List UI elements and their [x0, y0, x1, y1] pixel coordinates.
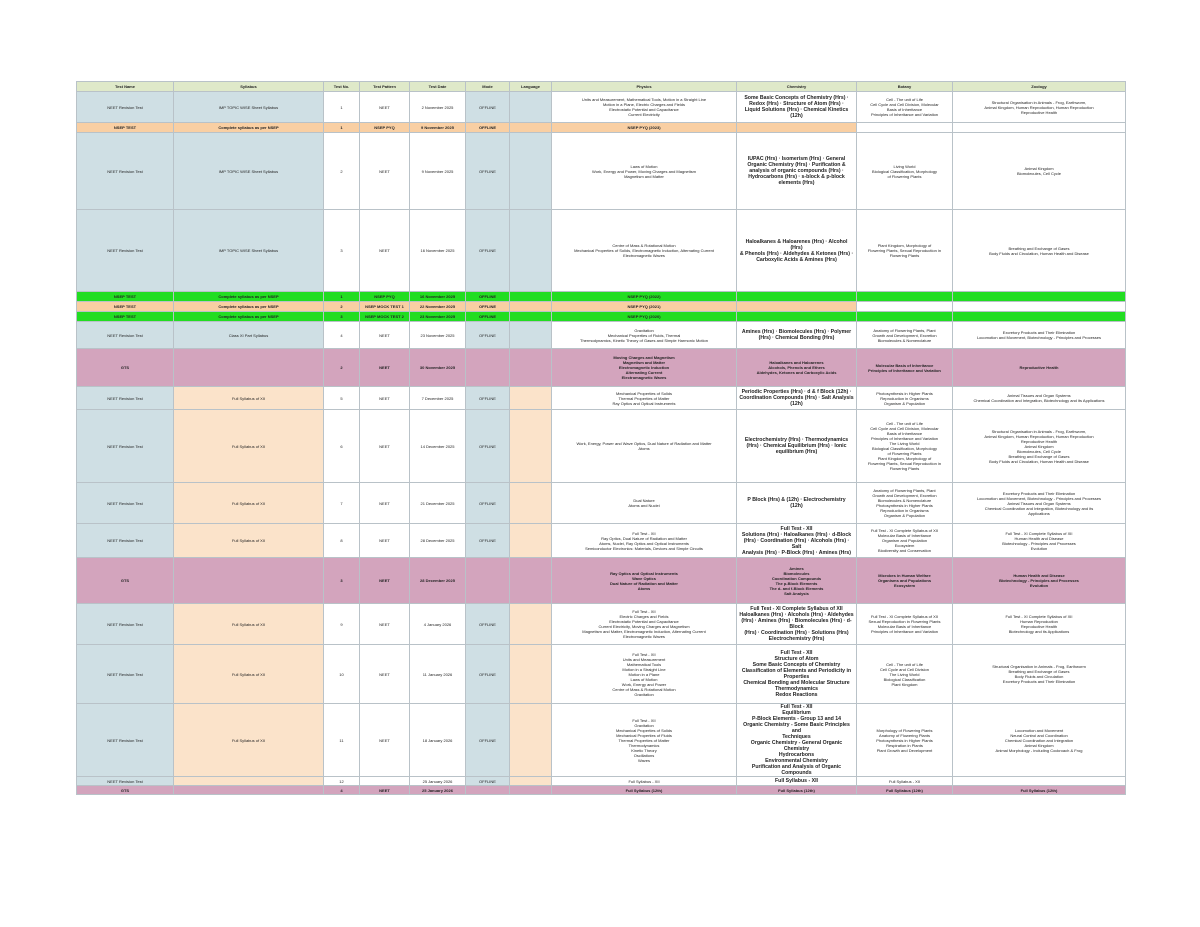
cell-physics[interactable]: Full Syllabus - XII [552, 777, 737, 786]
cell-zoology[interactable] [953, 302, 1126, 312]
cell-test-pattern[interactable]: NEET [360, 349, 410, 387]
cell-syllabus[interactable]: IMP TOPIC WISE Sheet Syllabus [174, 133, 324, 210]
cell-syllabus[interactable]: Complete syllabus as per NSEP [174, 312, 324, 322]
cell-physics[interactable]: Work, Energy, Power and Wave Optics, Dual Nature of Radiation and Matter Atoms [552, 410, 737, 483]
cell-language[interactable] [510, 786, 552, 795]
cell-physics[interactable]: Centre of Mass & Rotational Motion Mechanical Properties of Solids, Electromagnetic Induction, Alternating Current Electromagnetic Waves [552, 210, 737, 292]
cell-syllabus[interactable] [174, 349, 324, 387]
table-row [77, 558, 1126, 604]
cell-language[interactable] [510, 312, 552, 322]
cell-mode[interactable] [466, 349, 510, 387]
cell-test-date[interactable]: 11 January 2026 [410, 645, 466, 704]
cell-zoology[interactable]: Human Health and Disease Biotechnology - Principles and Processes Evolution [953, 558, 1126, 604]
cell-test-no[interactable]: 2 [324, 349, 360, 387]
cell-syllabus[interactable]: Class XI Part Syllabus [174, 322, 324, 349]
cell-test-pattern[interactable]: NEET [360, 786, 410, 795]
cell-syllabus[interactable]: IMP TOPIC WISE Sheet Syllabus [174, 92, 324, 123]
header-test-no[interactable]: Test No. [324, 82, 360, 92]
cell-test-name[interactable]: NEET Revision Test [77, 210, 174, 292]
cell-mode[interactable]: OFFLINE [466, 777, 510, 786]
header-chemistry[interactable]: Chemistry [737, 82, 857, 92]
cell-syllabus[interactable]: Full Syllabus of XII [174, 524, 324, 558]
cell-physics[interactable]: Units and Measurement, Mathematical Tools, Motion in a Straight Line Motion in a Plane, Electric Charges and Fields Electrostatic Potential and Capacitance Current Electricity [552, 92, 737, 123]
cell-zoology[interactable]: Structural Organisation in Animals - Frog, Earthworm Breathing and Exchange of Gases Body Fluids and Circulation Excretory Products and Their Elimination [953, 645, 1126, 704]
header-botany[interactable]: Botany [857, 82, 953, 92]
cell-botany[interactable] [857, 292, 953, 302]
cell-test-pattern[interactable]: NEET [360, 483, 410, 524]
cell-physics[interactable]: Full Test - XII Gravitation Mechanical Properties of Solids Mechanical Properties of Fluids Thermal Properties of Matter Thermodynamics Kinetic Theory Oscillations Waves [552, 704, 737, 777]
cell-test-no[interactable]: 12 [324, 777, 360, 786]
cell-test-name[interactable]: NEET Revision Test [77, 133, 174, 210]
cell-chemistry[interactable]: Electrochemistry (Hrs) · Thermodynamics (Hrs) · Chemical Equilibrium (Hrs) · Ionic equilibrium (Hrs) [737, 410, 857, 483]
cell-syllabus[interactable] [174, 558, 324, 604]
cell-language[interactable] [510, 292, 552, 302]
cell-test-date[interactable]: 16 November 2025 [410, 292, 466, 302]
cell-chemistry[interactable]: Full Test - XI Complete Syllabus of XII Haloalkanes (Hrs) · Alcohols (Hrs) · Aldehydes (Hrs) · Amines (Hrs) · Biomolecules (Hrs) · d-Block (Hrs) · Coordination (Hrs) · Solutions (Hrs) Electrochemistry (Hrs) [737, 604, 857, 645]
cell-zoology[interactable]: Reproductive Health [953, 349, 1126, 387]
cell-mode[interactable]: OFFLINE [466, 410, 510, 483]
cell-syllabus[interactable]: Complete syllabus as per NSEP [174, 123, 324, 133]
table-row [77, 312, 1126, 322]
cell-botany[interactable]: Anatomy of Flowering Plants, Plant Growth and Development, Excretion Biomolecules & Nomenclature Photosynthesis in Higher Plants Reproduction in Organisms Organism & Population [857, 483, 953, 524]
cell-botany[interactable]: Microbes in Human Welfare Organisms and Populations Ecosystem [857, 558, 953, 604]
cell-test-name[interactable]: NEET Revision Test [77, 777, 174, 786]
cell-zoology[interactable]: Animal Tissues and Organ Systems Chemical Coordination and Integration, Biotechnology and its Applications [953, 387, 1126, 410]
header-test-date[interactable]: Test Date [410, 82, 466, 92]
cell-test-pattern[interactable]: NEET [360, 410, 410, 483]
cell-test-name[interactable]: NEET Revision Test [77, 410, 174, 483]
cell-test-no[interactable]: 2 [324, 133, 360, 210]
cell-test-date[interactable]: 14 December 2025 [410, 410, 466, 483]
cell-test-date[interactable]: 9 November 2025 [410, 123, 466, 133]
cell-test-name[interactable]: NSEP TEST [77, 292, 174, 302]
cell-test-name[interactable]: GTS [77, 558, 174, 604]
cell-test-date[interactable]: 28 December 2025 [410, 524, 466, 558]
cell-botany[interactable] [857, 123, 953, 133]
cell-test-pattern[interactable]: NEET [360, 524, 410, 558]
cell-language[interactable] [510, 322, 552, 349]
cell-botany[interactable]: Full Test - XI Complete Syllabus of XII Sexual Reproduction in Flowering Plants Molecular Basis of Inheritance Principles of Inheritance and Variation [857, 604, 953, 645]
cell-zoology[interactable]: Structural Organisation in Animals - Frog, Earthworm, Animal Kingdom, Human Reproduction, Human Reproduction Reproductive Health [953, 92, 1126, 123]
cell-physics[interactable]: NSEP PYQ (2022) [552, 292, 737, 302]
cell-botany[interactable]: Cell - The unit of Life Cell Cycle and Cell Division, Molecular Basis of Inheritance Principles of Inheritance and Variation [857, 92, 953, 123]
table-row [77, 292, 1126, 302]
cell-zoology[interactable]: Full Syllabus (12th) [953, 786, 1126, 795]
cell-mode[interactable] [466, 786, 510, 795]
cell-test-no[interactable]: 5 [324, 387, 360, 410]
cell-test-date[interactable]: 16 November 2025 [410, 210, 466, 292]
cell-botany[interactable] [857, 312, 953, 322]
cell-syllabus[interactable]: Full Syllabus of XII [174, 410, 324, 483]
cell-mode[interactable]: OFFLINE [466, 123, 510, 133]
table-row [77, 387, 1126, 410]
cell-mode[interactable]: OFFLINE [466, 92, 510, 123]
cell-zoology[interactable]: Animal Kingdom Biomolecules, Cell Cycle [953, 133, 1126, 210]
header-zoology[interactable]: Zoology [953, 82, 1126, 92]
cell-zoology[interactable] [953, 312, 1126, 322]
cell-zoology[interactable]: Excretory Products and Their Elimination Locomotion and Movement, Biotechnology - Principles and Processes [953, 322, 1126, 349]
cell-botany[interactable]: Full Test - XI Complete Syllabus of XII Molecular Basis of Inheritance Organism and Population Ecosystem Biodiversity and Conservation [857, 524, 953, 558]
cell-botany[interactable]: Cell - The unit of Life Cell Cycle and Cell Division, Molecular Basis of Inheritance Principles of Inheritance and Variation The Living World Biological Classification, Morphology of Flowering Plants Plant Kingdom, Morphology of Flowering Plants, Sexual Reproduction in Flowering Plants [857, 410, 953, 483]
cell-test-pattern[interactable] [360, 777, 410, 786]
cell-mode[interactable]: OFFLINE [466, 387, 510, 410]
table-row [77, 704, 1126, 777]
cell-language[interactable] [510, 92, 552, 123]
header-syllabus[interactable]: Syllabus [174, 82, 324, 92]
cell-test-no[interactable]: 8 [324, 524, 360, 558]
table-row [77, 604, 1126, 645]
cell-test-no[interactable]: 11 [324, 704, 360, 777]
cell-chemistry[interactable]: Amines Biomolecules Coordination Compounds The p-Block Elements The d- and f-Block Elements Salt Analysis [737, 558, 857, 604]
cell-syllabus[interactable]: Complete syllabus as per NSEP [174, 292, 324, 302]
cell-test-name[interactable]: NEET Revision Test [77, 524, 174, 558]
cell-botany[interactable] [857, 302, 953, 312]
cell-chemistry[interactable] [737, 123, 857, 133]
table-row [77, 302, 1126, 312]
cell-test-name[interactable]: NEET Revision Test [77, 704, 174, 777]
cell-physics[interactable]: NSEP PYQ (2020) [552, 312, 737, 322]
cell-chemistry[interactable]: Periodic Properties (Hrs) · d & f Block (12h) · Coordination Compounds (Hrs) · Salt Analysis (12h) [737, 387, 857, 410]
cell-zoology[interactable]: Full Test - XI Complete Syllabus of XII Human Reproduction Reproductive Health Biotechnology and its Applications [953, 604, 1126, 645]
header-language[interactable]: Language [510, 82, 552, 92]
cell-physics[interactable]: Gravitation Mechanical Properties of Fluids, Thermal Thermodynamics, Kinetic Theory of Gases and Simple Harmonic Motion [552, 322, 737, 349]
cell-mode[interactable]: OFFLINE [466, 524, 510, 558]
cell-test-date[interactable]: 22 November 2025 [410, 302, 466, 312]
cell-test-date[interactable]: 23 November 2025 [410, 312, 466, 322]
table-row [77, 777, 1126, 786]
cell-test-pattern[interactable]: NSEP PYQ [360, 292, 410, 302]
cell-chemistry[interactable]: Amines (Hrs) · Biomolecules (Hrs) · Polymer (Hrs) · Chemical Bonding (Hrs) [737, 322, 857, 349]
cell-mode[interactable]: OFFLINE [466, 604, 510, 645]
cell-language[interactable] [510, 387, 552, 410]
cell-syllabus[interactable]: Complete syllabus as per NSEP [174, 302, 324, 312]
cell-mode[interactable]: OFFLINE [466, 312, 510, 322]
cell-chemistry[interactable]: Full Test - XII Structure of Atom Some Basic Concepts of Chemistry Classification of Elements and Periodicity in Properties Chemical Bonding and Molecular Structure Thermodynamics Redox Reactions [737, 645, 857, 704]
cell-test-pattern[interactable]: NEET [360, 210, 410, 292]
cell-test-name[interactable]: NEET Revision Test [77, 645, 174, 704]
cell-language[interactable] [510, 777, 552, 786]
cell-language[interactable] [510, 210, 552, 292]
cell-botany[interactable]: Anatomy of Flowering Plants, Plant Growth and Development, Excretion Biomolecules & Nomenclature [857, 322, 953, 349]
cell-physics[interactable]: Ray Optics and Optical Instruments Wave Optics Dual Nature of Radiation and Matter Atoms [552, 558, 737, 604]
cell-language[interactable] [510, 604, 552, 645]
cell-mode[interactable] [466, 558, 510, 604]
cell-test-pattern[interactable]: NSEP PYQ [360, 123, 410, 133]
cell-test-name[interactable]: NEET Revision Test [77, 92, 174, 123]
table-row [77, 524, 1126, 558]
cell-botany[interactable]: Photosynthesis in Higher Plants Reproduction in Organisms Organism & Population [857, 387, 953, 410]
cell-chemistry[interactable] [737, 292, 857, 302]
schedule-table [76, 81, 1126, 795]
cell-chemistry[interactable]: Full Test - XII Equilibrium P-Block Elements - Group 13 and 14 Organic Chemistry - Some Basic Principles and Techniques Organic Chemistry - General Organic Chemistry Hydrocarbons Environmental Chemistry Purification and Analysis of Organic Compounds [737, 704, 857, 777]
cell-physics[interactable]: Full Syllabus (12th) [552, 786, 737, 795]
cell-test-pattern[interactable]: NEET [360, 133, 410, 210]
header-physics[interactable]: Physics [552, 82, 737, 92]
cell-test-date[interactable]: 25 January 2026 [410, 786, 466, 795]
cell-test-no[interactable]: 1 [324, 292, 360, 302]
cell-syllabus[interactable]: Full Syllabus of XII [174, 483, 324, 524]
cell-test-no[interactable]: 3 [324, 210, 360, 292]
cell-test-name[interactable]: NEET Revision Test [77, 483, 174, 524]
table-row [77, 210, 1126, 292]
cell-test-no[interactable]: 7 [324, 483, 360, 524]
cell-test-name[interactable]: GTS [77, 786, 174, 795]
cell-test-name[interactable]: GTS [77, 349, 174, 387]
cell-syllabus[interactable]: IMP TOPIC WISE Sheet Syllabus [174, 210, 324, 292]
cell-zoology[interactable] [953, 292, 1126, 302]
cell-test-date[interactable]: 18 January 2026 [410, 704, 466, 777]
cell-syllabus[interactable]: Full Syllabus of XII [174, 645, 324, 704]
cell-mode[interactable]: OFFLINE [466, 322, 510, 349]
cell-mode[interactable]: OFFLINE [466, 133, 510, 210]
cell-zoology[interactable] [953, 777, 1126, 786]
cell-test-no[interactable]: 6 [324, 410, 360, 483]
cell-test-no[interactable]: 3 [324, 312, 360, 322]
cell-syllabus[interactable]: Full Syllabus of XII [174, 604, 324, 645]
cell-test-name[interactable]: NSEP TEST [77, 123, 174, 133]
cell-language[interactable] [510, 123, 552, 133]
cell-physics[interactable]: NSEP PYQ (2023) [552, 123, 737, 133]
cell-botany[interactable]: Cell - The unit of Life Cell Cycle and Cell Division The Living World Biological Classification Plant Kingdom [857, 645, 953, 704]
cell-chemistry[interactable]: P Block (Hrs) & (12h) · Electrochemistry (12h) [737, 483, 857, 524]
header-mode[interactable]: Mode [466, 82, 510, 92]
cell-zoology[interactable]: Breathing and Exchange of Gases Body Fluids and Circulation, Human Health and Disease [953, 210, 1126, 292]
cell-test-no[interactable]: 2 [324, 302, 360, 312]
cell-physics[interactable]: Full Test - XII Units and Measurement Mathematical Tools Motion in a Straight Line Motion in a Plane Laws of Motion Work, Energy and Power Centre of Mass & Rotational Motion Gravitation [552, 645, 737, 704]
table-row [77, 786, 1126, 795]
cell-mode[interactable]: OFFLINE [466, 704, 510, 777]
cell-mode[interactable]: OFFLINE [466, 302, 510, 312]
cell-botany[interactable]: Molecular Basis of Inheritance Principles of Inheritance and Variation [857, 349, 953, 387]
cell-test-pattern[interactable]: NSEP MOCK TEST 2 [360, 312, 410, 322]
cell-syllabus[interactable]: Full Syllabus of XII [174, 387, 324, 410]
cell-physics[interactable]: Mechanical Properties of Solids Thermal Properties of Matter Ray Optics and Optical Instruments [552, 387, 737, 410]
cell-test-pattern[interactable]: NEET [360, 704, 410, 777]
cell-physics[interactable]: Dual Nature Atoms and Nuclei [552, 483, 737, 524]
cell-chemistry[interactable]: Full Syllabus - XII [737, 777, 857, 786]
cell-test-date[interactable]: 23 November 2025 [410, 322, 466, 349]
cell-zoology[interactable]: Structural Organisation in Animals - Frog, Earthworm, Animal Kingdom, Human Reproduction, Human Reproduction Reproductive Health Animal Kingdom Biomolecules, Cell Cycle Breathing and Exchange of Gases Body Fluids and Circulation, Human Health and Disease [953, 410, 1126, 483]
cell-chemistry[interactable]: IUPAC (Hrs) · Isomerism (Hrs) · General Organic Chemistry (Hrs) · Purification & analysis of organic compounds (Hrs) · Hydrocarbons (Hrs) · s-block & p-block elements (Hrs) [737, 133, 857, 210]
table-row [77, 123, 1126, 133]
cell-test-name[interactable]: NEET Revision Test [77, 604, 174, 645]
cell-test-pattern[interactable]: NEET [360, 604, 410, 645]
table-row [77, 483, 1126, 524]
cell-mode[interactable]: OFFLINE [466, 645, 510, 704]
cell-language[interactable] [510, 302, 552, 312]
cell-zoology[interactable]: Locomotion and Movement Neural Control and Coordination Chemical Coordination and Integration Animal Kingdom Animal Morphology - including Cockroach & Frog [953, 704, 1126, 777]
cell-chemistry[interactable] [737, 302, 857, 312]
cell-test-date[interactable]: 21 December 2025 [410, 483, 466, 524]
cell-test-no[interactable]: 1 [324, 123, 360, 133]
cell-mode[interactable]: OFFLINE [466, 210, 510, 292]
cell-chemistry[interactable]: Full Syllabus (12th) [737, 786, 857, 795]
cell-language[interactable] [510, 558, 552, 604]
cell-test-date[interactable]: 4 January 2026 [410, 604, 466, 645]
cell-mode[interactable]: OFFLINE [466, 483, 510, 524]
table-row [77, 133, 1126, 210]
table-row [77, 92, 1126, 123]
cell-test-no[interactable]: 1 [324, 92, 360, 123]
cell-language[interactable] [510, 133, 552, 210]
cell-test-no[interactable]: 4 [324, 786, 360, 795]
cell-chemistry[interactable] [737, 312, 857, 322]
cell-test-name[interactable]: NEET Revision Test [77, 387, 174, 410]
cell-test-no[interactable]: 9 [324, 604, 360, 645]
cell-test-date[interactable]: 9 November 2025 [410, 133, 466, 210]
cell-botany[interactable]: Living World Biological Classification, Morphology of Flowering Plants [857, 133, 953, 210]
header-row [77, 82, 1126, 92]
cell-language[interactable] [510, 645, 552, 704]
cell-test-no[interactable]: 3 [324, 558, 360, 604]
cell-language[interactable] [510, 524, 552, 558]
cell-physics[interactable]: Full Test - XII Ray Optics, Dual Nature of Radiation and Matter Atoms, Nuclei, Ray Optics and Optical Instruments Semiconductor Electronics: Materials, Devices and Simple Circuits [552, 524, 737, 558]
cell-test-pattern[interactable]: NEET [360, 92, 410, 123]
cell-botany[interactable]: Full Syllabus (12th) [857, 786, 953, 795]
cell-test-name[interactable]: NSEP TEST [77, 302, 174, 312]
cell-test-pattern[interactable]: NEET [360, 322, 410, 349]
cell-zoology[interactable] [953, 123, 1126, 133]
cell-botany[interactable]: Morphology of Flowering Plants Anatomy of Flowering Plants Photosynthesis in Higher Plants Respiration in Plants Plant Growth and Development [857, 704, 953, 777]
table-row [77, 410, 1126, 483]
cell-test-date[interactable]: 30 November 2025 [410, 349, 466, 387]
cell-test-date[interactable]: 25 January 2026 [410, 777, 466, 786]
cell-zoology[interactable]: Excretory Products and Their Elimination Locomotion and Movement, Biotechnology - Principles and Processes Animal Tissues and Organ Systems Chemical Coordination and Integration, Biotechnology and its Applications [953, 483, 1126, 524]
cell-physics[interactable]: Full Test - XII Electric Charges and Fields Electrostatic Potential and Capacitance Current Electricity, Moving Charges and Magnetism Magnetism and Matter, Electromagnetic Induction, Alternating Current Electromagnetic Waves [552, 604, 737, 645]
cell-test-no[interactable]: 4 [324, 322, 360, 349]
cell-test-pattern[interactable]: NEET [360, 645, 410, 704]
cell-botany[interactable]: Full Syllabus - XII [857, 777, 953, 786]
table-row [77, 322, 1126, 349]
cell-test-pattern[interactable]: NEET [360, 558, 410, 604]
cell-test-date[interactable]: 28 December 2025 [410, 558, 466, 604]
cell-physics[interactable]: Moving Charges and Magnetism Magnetism and Matter Electromagnetic Induction Alternating Current Electromagnetic Waves [552, 349, 737, 387]
cell-test-date[interactable]: 7 December 2025 [410, 387, 466, 410]
cell-mode[interactable]: OFFLINE [466, 292, 510, 302]
cell-language[interactable] [510, 483, 552, 524]
cell-test-name[interactable]: NEET Revision Test [77, 322, 174, 349]
table-row [77, 645, 1126, 704]
cell-test-date[interactable]: 2 November 2025 [410, 92, 466, 123]
cell-syllabus[interactable]: Full Syllabus of XII [174, 704, 324, 777]
table-row [77, 349, 1126, 387]
cell-botany[interactable]: Plant Kingdom, Morphology of Flowering Plants, Sexual Reproduction in Flowering Plants [857, 210, 953, 292]
cell-syllabus[interactable] [174, 786, 324, 795]
cell-chemistry[interactable]: Some Basic Concepts of Chemistry (Hrs) · Redox (Hrs) · Structure of Atom (Hrs) · Liquid Solutions (Hrs) · Chemical Kinetics (12h) [737, 92, 857, 123]
cell-chemistry[interactable]: Full Test - XII Solutions (Hrs) · Haloalkanes (Hrs) · d-Block (Hrs) · Coordination (Hrs) · Alcohols (Hrs) · Salt Analysis (Hrs) · P-Block (Hrs) · Amines (Hrs) [737, 524, 857, 558]
cell-test-no[interactable]: 10 [324, 645, 360, 704]
cell-test-pattern[interactable]: NEET [360, 387, 410, 410]
cell-chemistry[interactable]: Haloalkanes & Haloarenes (Hrs) · Alcohol (Hrs) & Phenols (Hrs) · Aldehydes & Ketones (Hrs) · Carboxylic Acids & Amines (Hrs) [737, 210, 857, 292]
cell-language[interactable] [510, 410, 552, 483]
header-test-pattern[interactable]: Test Pattern [360, 82, 410, 92]
cell-test-name[interactable]: NSEP TEST [77, 312, 174, 322]
cell-chemistry[interactable]: Haloalkanes and Haloarenes Alcohols, Phenols and Ethers Aldehydes, Ketones and Carboxylic Acids [737, 349, 857, 387]
cell-physics[interactable]: Laws of Motion Work, Energy and Power, Moving Charges and Magnetism Magnetism and Matter [552, 133, 737, 210]
cell-language[interactable] [510, 349, 552, 387]
cell-test-pattern[interactable]: NSEP MOCK TEST 1 [360, 302, 410, 312]
cell-physics[interactable]: NSEP PYQ (2021) [552, 302, 737, 312]
cell-language[interactable] [510, 704, 552, 777]
header-test-name[interactable]: Test Name [77, 82, 174, 92]
cell-zoology[interactable]: Full Test - XI Complete Syllabus of XII Human Health and Disease Biotechnology - Principles and Processes Evolution [953, 524, 1126, 558]
cell-syllabus[interactable] [174, 777, 324, 786]
